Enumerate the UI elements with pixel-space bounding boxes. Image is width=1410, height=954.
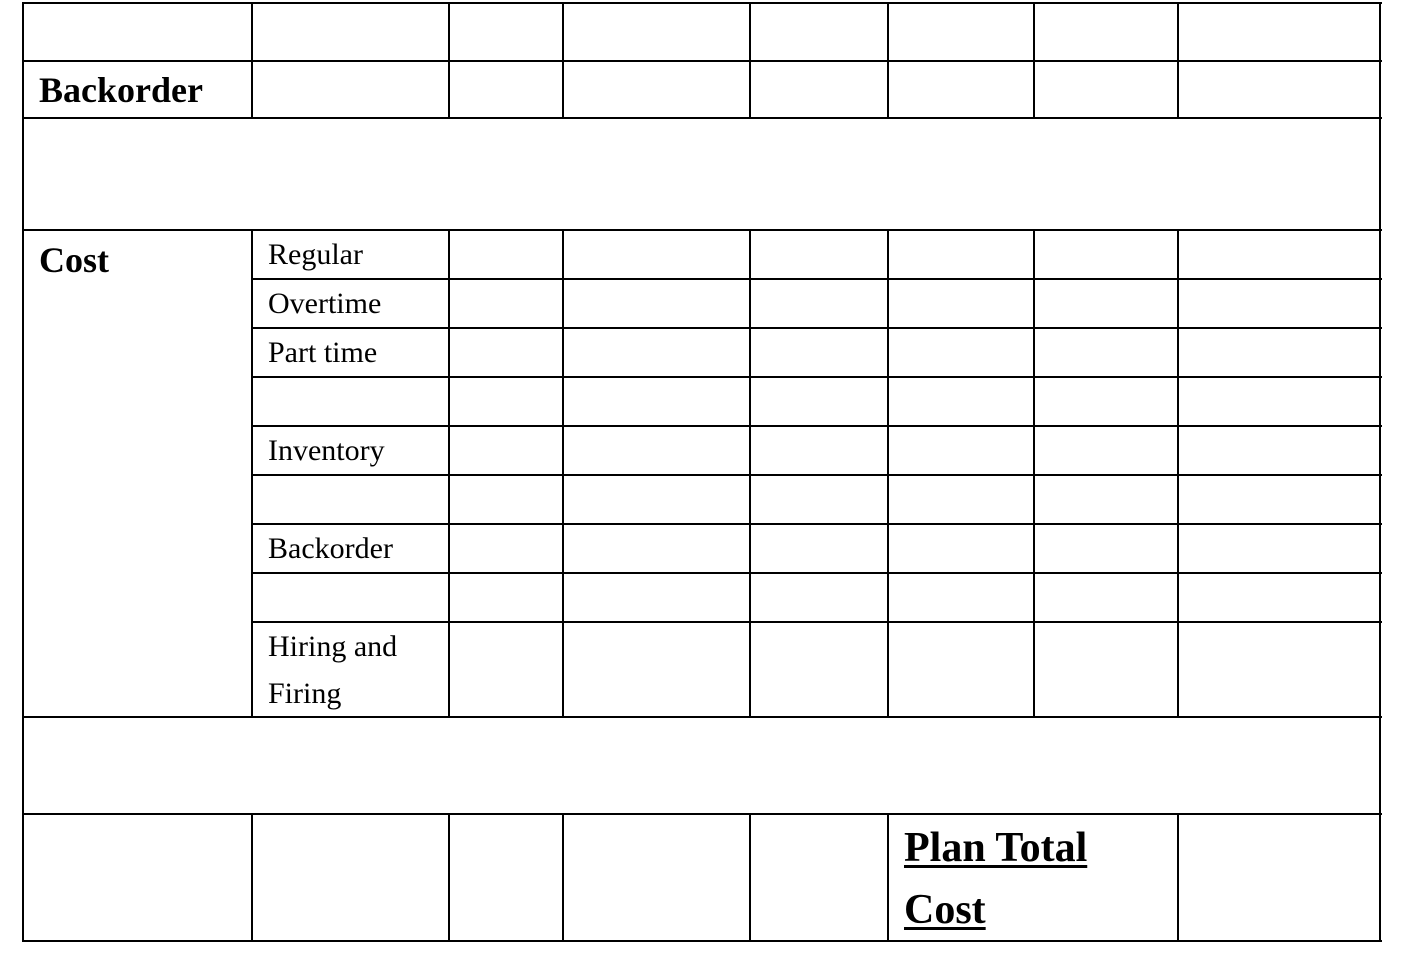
cost-item-backorder: Backorder (268, 532, 393, 565)
table-border-line (1177, 2, 1179, 119)
row-label-backorder: Backorder (39, 70, 203, 110)
cost-item-inventory: Inventory (268, 434, 385, 467)
table-border-line (448, 229, 450, 718)
table-border-line (251, 2, 253, 119)
table-border-line (562, 2, 564, 119)
row-label-cost: Cost (39, 240, 109, 280)
plan-total-cost-label-line2: Cost (904, 887, 986, 933)
table-border-line (1033, 2, 1035, 119)
table-border-line (448, 2, 450, 119)
table-border-line (749, 813, 751, 942)
cost-item-regular: Regular (268, 238, 363, 271)
table-border-line (251, 474, 1382, 476)
table-border-line (887, 813, 889, 942)
table-border-line (448, 813, 450, 942)
table-border-line (251, 572, 1382, 574)
table-border-line (1177, 813, 1179, 942)
table-border-line (1033, 229, 1035, 718)
cost-item-overtime: Overtime (268, 287, 382, 320)
table-border-line (251, 376, 1382, 378)
table-border-line (887, 2, 889, 119)
table-border-line (887, 229, 889, 718)
table-border-line (562, 813, 564, 942)
table-border-line (749, 229, 751, 718)
table-border-line (251, 278, 1382, 280)
table-border-line (1177, 229, 1179, 718)
table-border-line (1379, 2, 1381, 942)
plan-total-cost-label-line1: Plan Total (904, 825, 1088, 871)
cost-item-hiring: Hiring and (268, 630, 398, 663)
cost-item-firing: Firing (268, 677, 342, 710)
table-border-line (22, 2, 24, 942)
table-border-line (251, 621, 1382, 623)
table-border-line (749, 2, 751, 119)
table-border-line (251, 523, 1382, 525)
cost-item-part-time: Part time (268, 336, 378, 369)
table-border-line (251, 425, 1382, 427)
table-border-line (562, 229, 564, 718)
table-border-line (251, 813, 253, 942)
table-border-line (251, 229, 253, 718)
table-border-line (251, 327, 1382, 329)
